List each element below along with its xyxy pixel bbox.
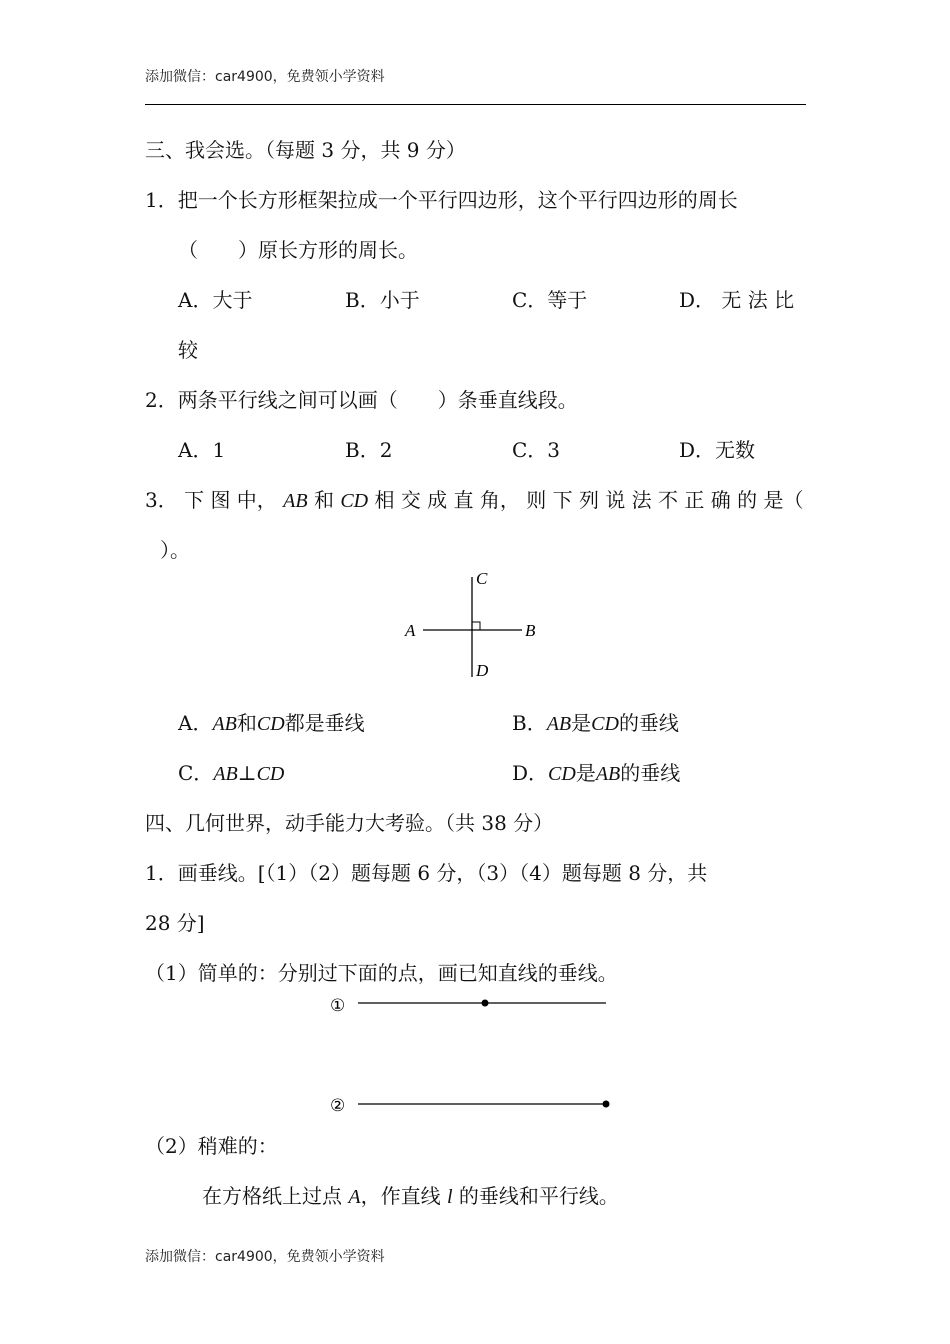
label-c: C: [476, 569, 488, 588]
q3-option-c-prefix: C．: [178, 761, 214, 785]
point-2: [603, 1101, 610, 1108]
line-figure-1: [325, 990, 625, 1020]
point-1: [482, 1000, 489, 1007]
q2-text: 2．两条平行线之间可以画（ ）条垂直线段。: [145, 388, 578, 412]
q3-line1: [145, 487, 803, 514]
q3-option-b-var1: AB: [546, 713, 572, 735]
s4-q1-line2: 28 分]: [145, 911, 205, 935]
s4-sub2-text-1: 在方格纸上过点: [202, 1184, 349, 1208]
q3-option-b-prefix: B．: [512, 711, 547, 735]
section4-title: 四、几何世界，动手能力大考验。（共 38 分）: [145, 811, 554, 835]
q1-line2: （ ）原长方形的周长。: [178, 238, 418, 262]
q3-option-a-suffix: 都是垂线: [284, 711, 365, 735]
q1-option-c: C．等于: [512, 288, 588, 312]
q1-option-d: D． 无 法 比: [679, 288, 795, 312]
s4-sub2: （2）稍难的：: [145, 1134, 278, 1158]
q3-option-b: [512, 710, 679, 737]
label-a: A: [405, 621, 416, 640]
q3-option-a-prefix: A．: [178, 711, 213, 735]
s4-sub2-text-2: ，作直线: [360, 1184, 447, 1208]
q3-option-c-mid: ⊥: [237, 761, 257, 785]
s4-sub2-var-l: l: [446, 1186, 453, 1208]
s4-sub1: （1）简单的：分别过下面的点，画已知直线的垂线。: [145, 961, 618, 985]
q1-option-b: B．小于: [345, 288, 420, 312]
q3-option-b-mid: 是: [571, 711, 592, 735]
line-figure-2: [325, 1090, 625, 1120]
q3-option-a-var2: CD: [256, 713, 285, 735]
header-watermark: 添加微信：car4900，免费领小学资料: [145, 69, 385, 85]
q3-text-2: 和: [307, 488, 341, 512]
label-d: D: [476, 661, 489, 680]
s4-q1-line1: 1．画垂线。[（1）（2）题每题 6 分，（3）（4）题每题 8 分，共: [145, 861, 708, 885]
q3-text-1: 3． 下 图 中，: [145, 488, 284, 512]
q3-var-cd: CD: [340, 490, 369, 512]
q2-option-c: C．3: [512, 438, 561, 462]
q3-var-ab: AB: [283, 490, 308, 512]
q3-option-c: [178, 760, 284, 787]
q2-option-a: A．1: [178, 438, 226, 462]
s4-sub2-var-a: A: [348, 1186, 361, 1208]
q3-option-b-var2: CD: [591, 713, 619, 735]
q3-option-a: [178, 710, 365, 737]
q1-option-d-wrap: 较: [178, 338, 198, 362]
q3-option-d-mid: 是: [575, 761, 596, 785]
q3-option-c-var2: CD: [256, 763, 285, 785]
perpendicular-figure: [395, 565, 555, 685]
q3-option-d-var1: CD: [548, 763, 576, 785]
right-angle-mark: [472, 622, 480, 630]
q3-option-d: [512, 760, 680, 787]
q3-option-a-var1: AB: [212, 713, 237, 735]
label-b: B: [525, 621, 536, 640]
q1-option-a: A．大于: [178, 288, 253, 312]
q1-line1: 1．把一个长方形框架拉成一个平行四边形，这个平行四边形的周长: [145, 188, 738, 212]
q3-line2: ）。: [160, 538, 190, 562]
figure2-label: ②: [330, 1096, 346, 1116]
q3-option-d-var2: AB: [595, 763, 621, 785]
q2-option-b: B．2: [345, 438, 393, 462]
section3-title: 三、我会选。（每题 3 分，共 9 分）: [145, 138, 466, 162]
q2-option-d: D．无数: [679, 438, 756, 462]
q3-option-a-mid: 和: [236, 711, 257, 735]
q3-option-d-prefix: D．: [512, 761, 549, 785]
q3-option-d-suffix: 的垂线: [620, 761, 681, 785]
s4-sub2-instruction: [202, 1183, 619, 1210]
s4-sub2-text-3: 的垂线和平行线。: [452, 1184, 619, 1208]
q3-option-c-var1: AB: [213, 763, 238, 785]
q3-text-3: 相 交 成 直 角， 则 下 列 说 法 不 正 确 的 是（: [368, 488, 804, 512]
figure1-label: ①: [330, 996, 346, 1016]
footer-watermark: 添加微信：car4900，免费领小学资料: [145, 1249, 385, 1265]
q3-option-b-suffix: 的垂线: [618, 711, 679, 735]
header-rule: [145, 104, 806, 105]
